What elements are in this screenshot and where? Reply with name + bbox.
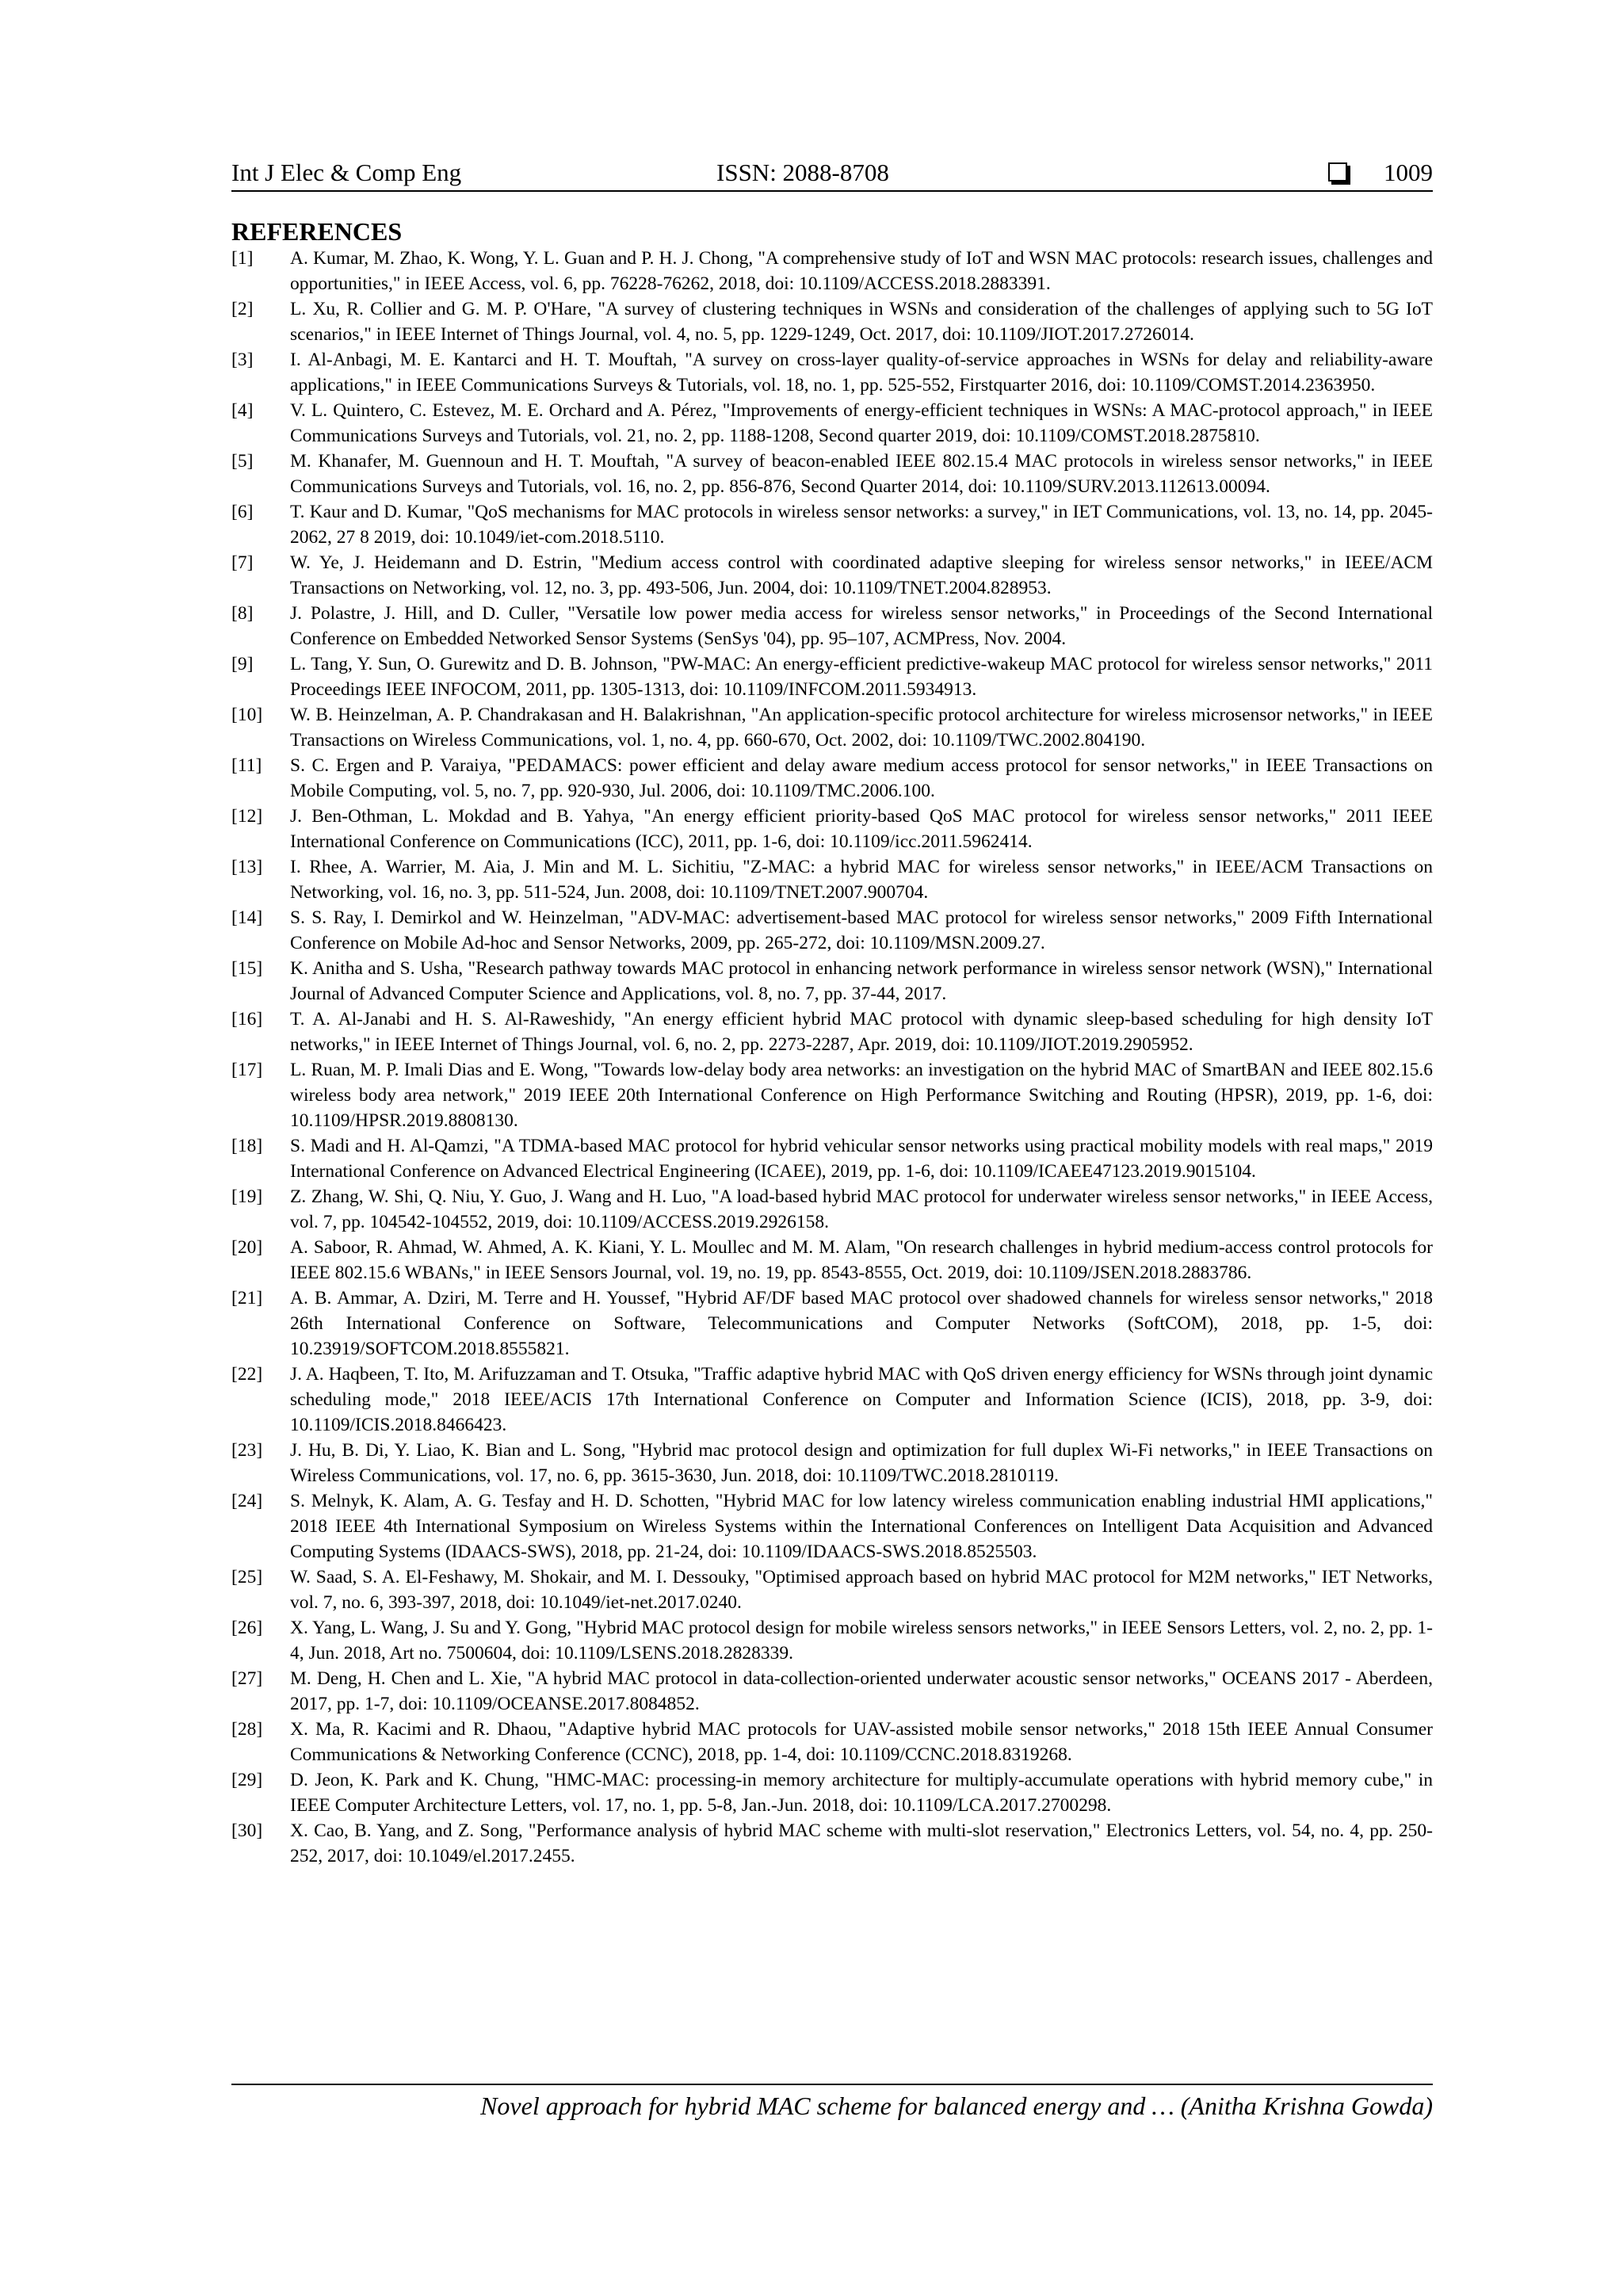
reference-item xyxy=(231,1438,1433,1488)
reference-item xyxy=(231,398,1433,449)
reference-item xyxy=(231,246,1433,296)
reference-item xyxy=(231,1133,1433,1184)
reference-text: L. Xu, R. Collier and G. M. P. O'Hare, "A survey of clustering techniques in WSNs and consideration of the challenges of applying such to 5G IoT scenarios," in IEEE Internet of Things Journal, vol. 4, no. 5, pp. 1229-1249, Oct. 2017, doi: 10.1109/JIOT.2017.2726014. xyxy=(290,299,1433,345)
reference-text: A. Kumar, M. Zhao, K. Wong, Y. L. Guan and P. H. J. Chong, "A comprehensive study of IoT and WSN MAC protocols: research issues, challenges and opportunities," in IEEE Access, vol. 6, pp. 76228-76262, 2018, doi: 10.1109/ACCESS.2018.2883391. xyxy=(290,248,1433,294)
reference-text: X. Ma, R. Kacimi and R. Dhaou, "Adaptive hybrid MAC protocols for UAV-assisted mobile sensor networks," 2018 15th IEEE Annual Consumer Communications & Networking Conference (CCNC), 2018, pp. 1-4, doi: 10.1109/CCNC.2018.8319268. xyxy=(290,1719,1433,1765)
reference-item xyxy=(231,296,1433,347)
reference-item xyxy=(231,1286,1433,1362)
reference-number: [18] xyxy=(231,1136,263,1156)
section-title: REFERENCES xyxy=(231,217,403,246)
reference-text: V. L. Quintero, C. Estevez, M. E. Orchard and A. Pérez, "Improvements of energy-efficient techniques in WSNs: A MAC-protocol approach," in IEEE Communications Surveys and Tutorials, vol. 21, no. 2, pp. 1188-1208, Second quarter 2019, doi: 10.1109/COMST.2018.2875810. xyxy=(290,400,1433,446)
reference-text: W. B. Heinzelman, A. P. Chandrakasan and H. Balakrishnan, "An application-specific protocol architecture for wireless microsensor networks," in IEEE Transactions on Wireless Communications, vol. 1, no. 4, pp. 660-670, Oct. 2002, doi: 10.1109/TWC.2002.804190. xyxy=(290,705,1433,751)
reference-number: [23] xyxy=(231,1440,263,1461)
reference-text: X. Cao, B. Yang, and Z. Song, "Performance analysis of hybrid MAC scheme with multi-slot reservation," Electronics Letters, vol. 54, no. 4, pp. 250-252, 2017, doi: 10.1049/el.2017.2455. xyxy=(290,1820,1433,1866)
reference-text: A. B. Ammar, A. Dziri, M. Terre and H. Youssef, "Hybrid AF/DF based MAC protocol over shadowed channels for wireless sensor networks," 2018 26th International Conference on Software, Telecommunications and Computer Networks (SoftCOM), 2018, pp. 1-5, doi: 10.23919/SOFTCOM.2018.8555821. xyxy=(290,1288,1433,1359)
reference-text: J. Ben-Othman, L. Mokdad and B. Yahya, "An energy efficient priority-based QoS MAC protocol for wireless sensor networks," 2011 IEEE International Conference on Communications (ICC), 2011, pp. 1-6, doi: 10.1109/icc.2011.5962414. xyxy=(290,806,1433,852)
reference-item xyxy=(231,1666,1433,1717)
reference-number: [8] xyxy=(231,603,254,624)
reference-item xyxy=(231,347,1433,398)
reference-item xyxy=(231,499,1433,550)
reference-item xyxy=(231,601,1433,651)
reference-item xyxy=(231,854,1433,905)
reference-item xyxy=(231,1057,1433,1133)
reference-number: [16] xyxy=(231,1009,263,1030)
reference-number: [17] xyxy=(231,1060,263,1080)
reference-item xyxy=(231,1235,1433,1286)
reference-item xyxy=(231,956,1433,1007)
reference-text: X. Yang, L. Wang, J. Su and Y. Gong, "Hybrid MAC protocol design for mobile wireless sensors networks," in IEEE Sensors Letters, vol. 2, no. 2, pp. 1-4, Jun. 2018, Art no. 7500604, doi: 10.1109/LSENS.2018.2828339. xyxy=(290,1618,1433,1664)
reference-number: [22] xyxy=(231,1364,263,1385)
reference-item xyxy=(231,1362,1433,1438)
reference-text: W. Ye, J. Heidemann and D. Estrin, "Medium access control with coordinated adaptive sleeping for wireless sensor networks," in IEEE/ACM Transactions on Networking, vol. 12, no. 3, pp. 493-506, Jun. 2004, doi: 10.1109/TNET.2004.828953. xyxy=(290,552,1433,598)
page-header xyxy=(231,155,1433,190)
reference-text: D. Jeon, K. Park and K. Chung, "HMC-MAC: processing-in memory architecture for multiply-accumulate operations with hybrid memory cube," in IEEE Computer Architecture Letters, vol. 17, no. 1, pp. 5-8, Jan.-Jun. 2018, doi: 10.1109/LCA.2017.2700298. xyxy=(290,1770,1433,1816)
reference-number: [1] xyxy=(231,248,254,269)
reference-number: [14] xyxy=(231,907,263,928)
reference-number: [11] xyxy=(231,755,262,776)
reference-item xyxy=(231,1007,1433,1057)
reference-number: [21] xyxy=(231,1288,263,1308)
reference-number: [4] xyxy=(231,400,254,421)
reference-text: L. Tang, Y. Sun, O. Gurewitz and D. B. Johnson, "PW-MAC: An energy-efficient predictive-wakeup MAC protocol for wireless sensor networks," 2011 Proceedings IEEE INFOCOM, 2011, pp. 1305-1313, doi: 10.1109/INFCOM.2011.5934913. xyxy=(290,654,1433,700)
reference-number: [29] xyxy=(231,1770,263,1790)
reference-item xyxy=(231,1818,1433,1869)
reference-number: [10] xyxy=(231,705,263,725)
reference-number: [6] xyxy=(231,502,254,522)
journal-name: Int J Elec & Comp Eng xyxy=(231,159,462,186)
reference-number: [20] xyxy=(231,1237,263,1258)
reference-item xyxy=(231,1564,1433,1615)
reference-number: [9] xyxy=(231,654,254,674)
reference-item xyxy=(231,1615,1433,1666)
page-number: 1009 xyxy=(1384,159,1433,186)
header-divider xyxy=(231,190,1433,192)
reference-item xyxy=(231,804,1433,854)
reference-item xyxy=(231,1767,1433,1818)
reference-item xyxy=(231,702,1433,753)
reference-number: [30] xyxy=(231,1820,263,1841)
reference-number: [7] xyxy=(231,552,254,573)
issn: ISSN: 2088-8708 xyxy=(716,159,889,186)
reference-item xyxy=(231,651,1433,702)
reference-text: L. Ruan, M. P. Imali Dias and E. Wong, "Towards low-delay body area networks: an investigation on the hybrid MAC of SmartBAN and IEEE 802.15.6 wireless body area network," 2019 IEEE 20th International Conference on High Performance Switching and Routing (HPSR), 2019, pp. 1-6, doi: 10.1109/HPSR.2019.8808130. xyxy=(290,1060,1433,1131)
reference-number: [15] xyxy=(231,958,263,979)
reference-text: J. Hu, B. Di, Y. Liao, K. Bian and L. Song, "Hybrid mac protocol design and optimization for full duplex Wi-Fi networks," in IEEE Transactions on Wireless Communications, vol. 17, no. 6, pp. 3615-3630, Jun. 2018, doi: 10.1109/TWC.2018.2810119. xyxy=(290,1440,1433,1486)
reference-text: I. Al-Anbagi, M. E. Kantarci and H. T. Mouftah, "A survey on cross-layer quality-of-service approaches in WSNs for delay and reliability-aware applications," in IEEE Communications Surveys & Tutorials, vol. 18, no. 1, pp. 525-552, Firstquarter 2016, doi: 10.1109/COMST.2014.2363950. xyxy=(290,350,1433,395)
reference-item xyxy=(231,905,1433,956)
running-title: Novel approach for hybrid MAC scheme for balanced energy and … (Anitha Krishna Gowda) xyxy=(480,2092,1433,2120)
reference-item xyxy=(231,449,1433,499)
reference-number: [26] xyxy=(231,1618,263,1638)
reference-text: S. Madi and H. Al-Qamzi, "A TDMA-based MAC protocol for hybrid vehicular sensor networks using practical mobility models with real maps," 2019 International Conference on Advanced Electrical Engineering (ICAEE), 2019, pp. 1-6, doi: 10.1109/ICAEE47123.2019.9015104. xyxy=(290,1136,1433,1182)
reference-number: [27] xyxy=(231,1668,263,1689)
reference-text: M. Deng, H. Chen and L. Xie, "A hybrid MAC protocol in data-collection-oriented underwater acoustic sensor networks," OCEANS 2017 - Aberdeen, 2017, pp. 1-7, doi: 10.1109/OCEANSE.2017.8084852. xyxy=(290,1668,1433,1714)
reference-number: [25] xyxy=(231,1567,263,1587)
reference-text: W. Saad, S. A. El-Feshawy, M. Shokair, and M. I. Dessouky, "Optimised approach based on hybrid MAC protocol for M2M networks," IET Networks, vol. 7, no. 6, 393-397, 2018, doi: 10.1049/iet-net.2017.0240. xyxy=(290,1567,1433,1613)
reference-text: S. C. Ergen and P. Varaiya, "PEDAMACS: power efficient and delay aware medium access protocol for sensor networks," in IEEE Transactions on Mobile Computing, vol. 5, no. 7, pp. 920-930, Jul. 2006, doi: 10.1109/TMC.2006.100. xyxy=(290,755,1433,801)
reference-text: S. S. Ray, I. Demirkol and W. Heinzelman, "ADV-MAC: advertisement-based MAC protocol for wireless sensor networks," 2009 Fifth International Conference on Mobile Ad-hoc and Sensor Networks, 2009, pp. 265-272, doi: 10.1109/MSN.2009.27. xyxy=(290,907,1433,953)
reference-item xyxy=(231,1717,1433,1767)
reference-list xyxy=(231,246,1433,1869)
reference-number: [24] xyxy=(231,1491,263,1511)
checkbox-square-icon xyxy=(1328,162,1347,181)
reference-item xyxy=(231,1184,1433,1235)
reference-item xyxy=(231,550,1433,601)
reference-text: Z. Zhang, W. Shi, Q. Niu, Y. Guo, J. Wang and H. Luo, "A load-based hybrid MAC protocol for underwater wireless sensor networks," in IEEE Access, vol. 7, pp. 104542-104552, 2019, doi: 10.1109/ACCESS.2019.2926158. xyxy=(290,1186,1433,1232)
reference-number: [3] xyxy=(231,350,254,370)
reference-number: [13] xyxy=(231,857,263,877)
reference-text: T. Kaur and D. Kumar, "QoS mechanisms for MAC protocols in wireless sensor networks: a survey," in IET Communications, vol. 13, no. 14, pp. 2045-2062, 27 8 2019, doi: 10.1049/iet-com.2018.5110. xyxy=(290,502,1433,548)
reference-number: [2] xyxy=(231,299,254,319)
reference-text: K. Anitha and S. Usha, "Research pathway towards MAC protocol in enhancing network performance in wireless sensor network (WSN)," International Journal of Advanced Computer Science and Applications, vol. 8, no. 7, pp. 37-44, 2017. xyxy=(290,958,1433,1004)
reference-number: [5] xyxy=(231,451,254,472)
reference-text: I. Rhee, A. Warrier, M. Aia, J. Min and M. L. Sichitiu, "Z-MAC: a hybrid MAC for wireless sensor networks," in IEEE/ACM Transactions on Networking, vol. 16, no. 3, pp. 511-524, Jun. 2008, doi: 10.1109/TNET.2007.900704. xyxy=(290,857,1433,903)
reference-text: J. Polastre, J. Hill, and D. Culler, "Versatile low power media access for wireless sensor networks," in Proceedings of the Second International Conference on Embedded Networked Sensor Systems (SenSys '04), pp. 95–107, ACMPress, Nov. 2004. xyxy=(290,603,1433,649)
footer-divider xyxy=(231,2084,1433,2085)
reference-item xyxy=(231,753,1433,804)
reference-text: A. Saboor, R. Ahmad, W. Ahmed, A. K. Kiani, Y. L. Moullec and M. M. Alam, "On research challenges in hybrid medium-access control protocols for IEEE 802.15.6 WBANs," in IEEE Sensors Journal, vol. 19, no. 19, pp. 8543-8555, Oct. 2019, doi: 10.1109/JSEN.2018.2883786. xyxy=(290,1237,1433,1283)
reference-number: [28] xyxy=(231,1719,263,1740)
reference-text: J. A. Haqbeen, T. Ito, M. Arifuzzaman and T. Otsuka, "Traffic adaptive hybrid MAC with QoS driven energy efficiency for WSNs through joint dynamic scheduling mode," 2018 IEEE/ACIS 17th International Conference on Computer and Information Science (ICIS), 2018, pp. 3-9, doi: 10.1109/ICIS.2018.8466423. xyxy=(290,1364,1433,1435)
reference-item xyxy=(231,1488,1433,1564)
reference-text: M. Khanafer, M. Guennoun and H. T. Mouftah, "A survey of beacon-enabled IEEE 802.15.4 MAC protocols in wireless sensor networks," in IEEE Communications Surveys and Tutorials, vol. 16, no. 2, pp. 856-876, Second Quarter 2014, doi: 10.1109/SURV.2013.112613.00094. xyxy=(290,451,1433,497)
reference-number: [19] xyxy=(231,1186,263,1207)
reference-number: [12] xyxy=(231,806,263,827)
reference-text: S. Melnyk, K. Alam, A. G. Tesfay and H. D. Schotten, "Hybrid MAC for low latency wireless communication enabling industrial HMI applications," 2018 IEEE 4th International Symposium on Wireless Systems within the International Conferences on Intelligent Data Acquisition and Advanced Computing Systems (IDAACS-SWS), 2018, pp. 21-24, doi: 10.1109/IDAACS-SWS.2018.8525503. xyxy=(290,1491,1433,1562)
reference-text: T. A. Al-Janabi and H. S. Al-Raweshidy, "An energy efficient hybrid MAC protocol with dynamic sleep-based scheduling for high density IoT networks," in IEEE Internet of Things Journal, vol. 6, no. 2, pp. 2273-2287, Apr. 2019, doi: 10.1109/JIOT.2019.2905952. xyxy=(290,1009,1433,1055)
